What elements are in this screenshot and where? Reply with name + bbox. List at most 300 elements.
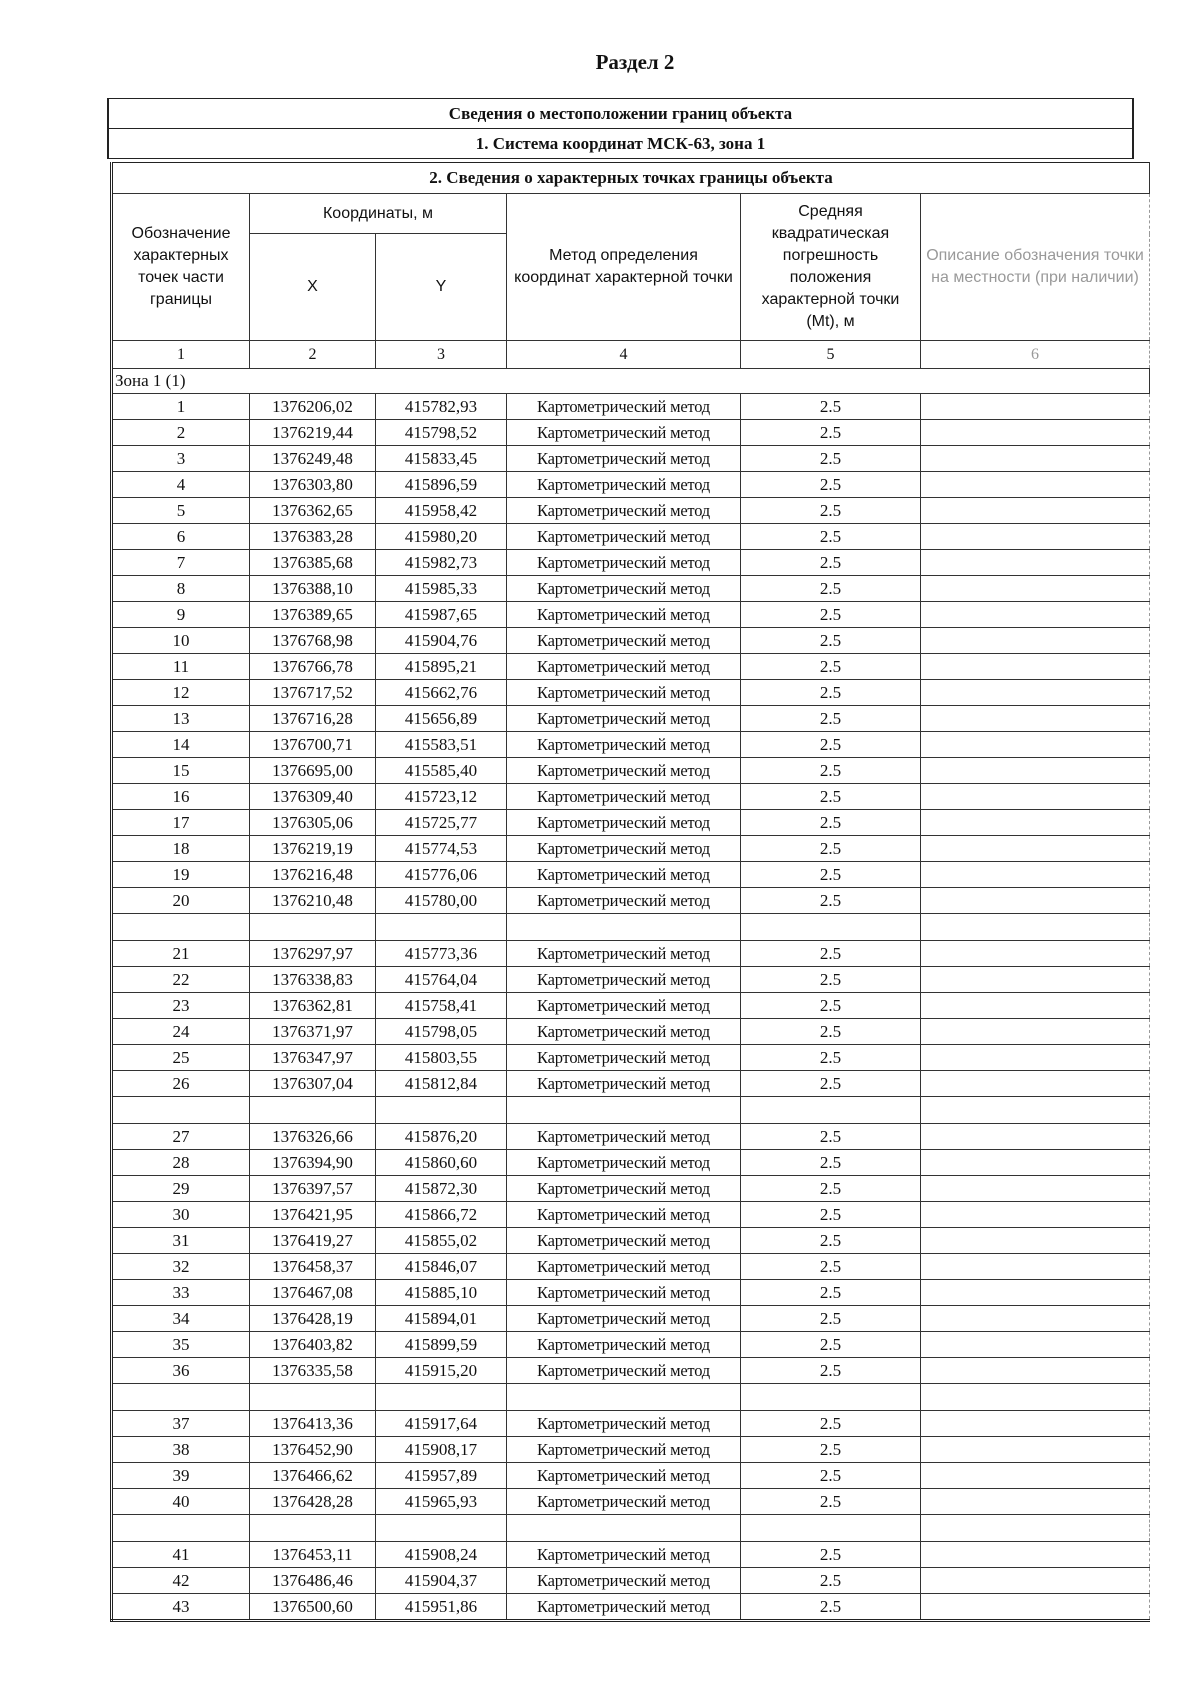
header-y: Y [376, 234, 507, 341]
x-coordinate-cell: 1376500,60 [250, 1594, 376, 1621]
description-cell [921, 1594, 1150, 1621]
x-coordinate-cell: 1376419,27 [250, 1228, 376, 1254]
location-heading: Сведения о местоположении границ объекта [109, 98, 1132, 128]
x-coordinate-cell: 1376309,40 [250, 784, 376, 810]
empty-cell [741, 1384, 921, 1411]
error-cell: 2.5 [741, 628, 921, 654]
description-cell [921, 993, 1150, 1019]
point-number-cell: 41 [112, 1542, 250, 1568]
method-cell: Картометрический метод [507, 1202, 741, 1228]
y-coordinate-cell: 415758,41 [376, 993, 507, 1019]
error-cell: 2.5 [741, 680, 921, 706]
method-cell: Картометрический метод [507, 1045, 741, 1071]
error-cell: 2.5 [741, 993, 921, 1019]
method-cell: Картометрический метод [507, 498, 741, 524]
method-cell: Картометрический метод [507, 1594, 741, 1621]
y-coordinate-cell: 415985,33 [376, 576, 507, 602]
description-cell [921, 1019, 1150, 1045]
point-number-cell: 43 [112, 1594, 250, 1621]
error-cell: 2.5 [741, 1228, 921, 1254]
method-cell: Картометрический метод [507, 394, 741, 420]
y-coordinate-cell: 415773,36 [376, 941, 507, 967]
method-cell: Картометрический метод [507, 654, 741, 680]
page-title: Раздел 2 [595, 50, 675, 74]
y-coordinate-cell: 415833,45 [376, 446, 507, 472]
method-cell: Картометрический метод [507, 680, 741, 706]
empty-cell [507, 1515, 741, 1542]
description-cell [921, 1202, 1150, 1228]
error-cell: 2.5 [741, 472, 921, 498]
error-cell: 2.5 [741, 1306, 921, 1332]
description-cell [921, 1358, 1150, 1384]
method-cell: Картометрический метод [507, 967, 741, 993]
error-cell: 2.5 [741, 1124, 921, 1150]
error-cell: 2.5 [741, 524, 921, 550]
method-cell: Картометрический метод [507, 1019, 741, 1045]
empty-cell [250, 914, 376, 941]
point-number-cell: 11 [112, 654, 250, 680]
empty-cell [376, 1097, 507, 1124]
y-coordinate-cell: 415965,93 [376, 1489, 507, 1515]
y-coordinate-cell: 415846,07 [376, 1254, 507, 1280]
x-coordinate-cell: 1376467,08 [250, 1280, 376, 1306]
error-cell: 2.5 [741, 1411, 921, 1437]
point-number-cell: 23 [112, 993, 250, 1019]
table-row [112, 862, 1150, 888]
column-number: 1 [112, 341, 250, 369]
header-point-designation: Обозначение характерных точек части границы [112, 194, 250, 341]
error-cell: 2.5 [741, 706, 921, 732]
points-table-body [112, 163, 1150, 1621]
x-coordinate-cell: 1376716,28 [250, 706, 376, 732]
method-cell: Картометрический метод [507, 602, 741, 628]
x-coordinate-cell: 1376362,65 [250, 498, 376, 524]
table-row [112, 1176, 1150, 1202]
method-cell: Картометрический метод [507, 1489, 741, 1515]
x-coordinate-cell: 1376305,06 [250, 810, 376, 836]
y-coordinate-cell: 415855,02 [376, 1228, 507, 1254]
empty-cell [112, 1515, 250, 1542]
point-number-cell: 25 [112, 1045, 250, 1071]
point-number-cell: 28 [112, 1150, 250, 1176]
error-cell: 2.5 [741, 836, 921, 862]
empty-cell [376, 1515, 507, 1542]
empty-cell [250, 1515, 376, 1542]
table-row [112, 1489, 1150, 1515]
location-header [107, 98, 1134, 159]
point-number-cell: 40 [112, 1489, 250, 1515]
table-row [112, 888, 1150, 914]
method-cell: Картометрический метод [507, 836, 741, 862]
description-cell [921, 1437, 1150, 1463]
error-cell: 2.5 [741, 1594, 921, 1621]
method-cell: Картометрический метод [507, 1306, 741, 1332]
method-cell: Картометрический метод [507, 1254, 741, 1280]
x-coordinate-cell: 1376717,52 [250, 680, 376, 706]
y-coordinate-cell: 415904,37 [376, 1568, 507, 1594]
point-number-cell: 4 [112, 472, 250, 498]
error-cell: 2.5 [741, 654, 921, 680]
error-cell: 2.5 [741, 498, 921, 524]
method-cell: Картометрический метод [507, 1280, 741, 1306]
y-coordinate-cell: 415987,65 [376, 602, 507, 628]
table-row [112, 1463, 1150, 1489]
point-number-cell: 5 [112, 498, 250, 524]
table-row [112, 1411, 1150, 1437]
method-cell: Картометрический метод [507, 524, 741, 550]
points-table [110, 162, 1150, 1622]
table-row [112, 524, 1150, 550]
x-coordinate-cell: 1376388,10 [250, 576, 376, 602]
column-number: 3 [376, 341, 507, 369]
x-coordinate-cell: 1376394,90 [250, 1150, 376, 1176]
error-cell: 2.5 [741, 394, 921, 420]
table-row [112, 1437, 1150, 1463]
error-cell: 2.5 [741, 576, 921, 602]
column-number: 2 [250, 341, 376, 369]
error-cell: 2.5 [741, 810, 921, 836]
x-coordinate-cell: 1376486,46 [250, 1568, 376, 1594]
table-row [112, 810, 1150, 836]
description-cell [921, 1463, 1150, 1489]
description-cell [921, 810, 1150, 836]
description-cell [921, 967, 1150, 993]
x-coordinate-cell: 1376766,78 [250, 654, 376, 680]
table-row [112, 706, 1150, 732]
description-cell [921, 1176, 1150, 1202]
y-coordinate-cell: 415860,60 [376, 1150, 507, 1176]
error-cell: 2.5 [741, 888, 921, 914]
description-cell [921, 732, 1150, 758]
y-coordinate-cell: 415958,42 [376, 498, 507, 524]
point-number-cell: 42 [112, 1568, 250, 1594]
table-row [112, 394, 1150, 420]
column-number-row [112, 341, 1150, 369]
table-row [112, 993, 1150, 1019]
description-cell [921, 1254, 1150, 1280]
x-coordinate-cell: 1376385,68 [250, 550, 376, 576]
method-cell: Картометрический метод [507, 472, 741, 498]
method-cell: Картометрический метод [507, 1176, 741, 1202]
point-number-cell: 15 [112, 758, 250, 784]
description-cell [921, 1332, 1150, 1358]
x-coordinate-cell: 1376335,58 [250, 1358, 376, 1384]
description-cell [921, 706, 1150, 732]
description-cell [921, 420, 1150, 446]
y-coordinate-cell: 415876,20 [376, 1124, 507, 1150]
y-coordinate-cell: 415904,76 [376, 628, 507, 654]
method-cell: Картометрический метод [507, 446, 741, 472]
description-cell [921, 1071, 1150, 1097]
point-number-cell: 13 [112, 706, 250, 732]
y-coordinate-cell: 415895,21 [376, 654, 507, 680]
empty-cell [250, 1384, 376, 1411]
point-number-cell: 9 [112, 602, 250, 628]
x-coordinate-cell: 1376695,00 [250, 758, 376, 784]
description-cell [921, 1124, 1150, 1150]
description-cell [921, 498, 1150, 524]
method-cell: Картометрический метод [507, 706, 741, 732]
description-cell [921, 888, 1150, 914]
method-cell: Картометрический метод [507, 1358, 741, 1384]
error-cell: 2.5 [741, 1254, 921, 1280]
description-cell [921, 1489, 1150, 1515]
table-row [112, 836, 1150, 862]
table-row [112, 1280, 1150, 1306]
y-coordinate-cell: 415583,51 [376, 732, 507, 758]
y-coordinate-cell: 415764,04 [376, 967, 507, 993]
description-cell [921, 628, 1150, 654]
column-number: 6 [921, 341, 1150, 369]
description-cell [921, 1280, 1150, 1306]
method-cell: Картометрический метод [507, 862, 741, 888]
x-coordinate-cell: 1376297,97 [250, 941, 376, 967]
table-row [112, 628, 1150, 654]
y-coordinate-cell: 415866,72 [376, 1202, 507, 1228]
error-cell: 2.5 [741, 1202, 921, 1228]
method-cell: Картометрический метод [507, 1568, 741, 1594]
description-cell [921, 1150, 1150, 1176]
point-number-cell: 16 [112, 784, 250, 810]
description-cell [921, 1306, 1150, 1332]
table-row [112, 1124, 1150, 1150]
x-coordinate-cell: 1376768,98 [250, 628, 376, 654]
empty-cell [921, 1515, 1150, 1542]
table-row [112, 1045, 1150, 1071]
x-coordinate-cell: 1376428,19 [250, 1306, 376, 1332]
x-coordinate-cell: 1376362,81 [250, 993, 376, 1019]
empty-cell [250, 1097, 376, 1124]
table-row [112, 680, 1150, 706]
description-cell [921, 1411, 1150, 1437]
description-cell [921, 784, 1150, 810]
empty-cell [112, 914, 250, 941]
separator-row [112, 1515, 1150, 1542]
x-coordinate-cell: 1376219,44 [250, 420, 376, 446]
error-cell: 2.5 [741, 1568, 921, 1594]
separator-row [112, 1384, 1150, 1411]
empty-cell [112, 1384, 250, 1411]
point-number-cell: 20 [112, 888, 250, 914]
coordinate-system-heading: 1. Система координат МСК-63, зона 1 [109, 128, 1132, 159]
point-number-cell: 14 [112, 732, 250, 758]
error-cell: 2.5 [741, 1071, 921, 1097]
x-coordinate-cell: 1376452,90 [250, 1437, 376, 1463]
y-coordinate-cell: 415915,20 [376, 1358, 507, 1384]
x-coordinate-cell: 1376338,83 [250, 967, 376, 993]
y-coordinate-cell: 415894,01 [376, 1306, 507, 1332]
description-cell [921, 472, 1150, 498]
point-number-cell: 29 [112, 1176, 250, 1202]
header-method: Метод определения координат характерной точки [507, 194, 741, 341]
error-cell: 2.5 [741, 784, 921, 810]
empty-cell [921, 1097, 1150, 1124]
description-cell [921, 1542, 1150, 1568]
table-row [112, 1306, 1150, 1332]
description-cell [921, 550, 1150, 576]
point-number-cell: 38 [112, 1437, 250, 1463]
method-cell: Картометрический метод [507, 732, 741, 758]
y-coordinate-cell: 415774,53 [376, 836, 507, 862]
error-cell: 2.5 [741, 420, 921, 446]
y-coordinate-cell: 415951,86 [376, 1594, 507, 1621]
x-coordinate-cell: 1376371,97 [250, 1019, 376, 1045]
point-number-cell: 32 [112, 1254, 250, 1280]
table-row [112, 576, 1150, 602]
empty-cell [741, 1515, 921, 1542]
method-cell: Картометрический метод [507, 1542, 741, 1568]
method-cell: Картометрический метод [507, 1150, 741, 1176]
x-coordinate-cell: 1376347,97 [250, 1045, 376, 1071]
table-row [112, 420, 1150, 446]
x-coordinate-cell: 1376206,02 [250, 394, 376, 420]
y-coordinate-cell: 415798,52 [376, 420, 507, 446]
point-number-cell: 24 [112, 1019, 250, 1045]
point-number-cell: 26 [112, 1071, 250, 1097]
error-cell: 2.5 [741, 1489, 921, 1515]
section-title-row [112, 163, 1150, 194]
x-coordinate-cell: 1376307,04 [250, 1071, 376, 1097]
x-coordinate-cell: 1376249,48 [250, 446, 376, 472]
table-row [112, 1202, 1150, 1228]
y-coordinate-cell: 415908,24 [376, 1542, 507, 1568]
column-number: 5 [741, 341, 921, 369]
description-cell [921, 758, 1150, 784]
point-number-cell: 3 [112, 446, 250, 472]
point-number-cell: 35 [112, 1332, 250, 1358]
zone-row [112, 369, 1150, 394]
header-row-top [112, 194, 1150, 234]
description-cell [921, 446, 1150, 472]
x-coordinate-cell: 1376403,82 [250, 1332, 376, 1358]
y-coordinate-cell: 415803,55 [376, 1045, 507, 1071]
y-coordinate-cell: 415957,89 [376, 1463, 507, 1489]
header-description: Описание обозначения точки на местности (при наличии) [921, 194, 1150, 341]
table-row [112, 941, 1150, 967]
point-number-cell: 36 [112, 1358, 250, 1384]
point-number-cell: 19 [112, 862, 250, 888]
y-coordinate-cell: 415798,05 [376, 1019, 507, 1045]
empty-cell [741, 914, 921, 941]
y-coordinate-cell: 415899,59 [376, 1332, 507, 1358]
error-cell: 2.5 [741, 446, 921, 472]
x-coordinate-cell: 1376389,65 [250, 602, 376, 628]
error-cell: 2.5 [741, 862, 921, 888]
point-number-cell: 17 [112, 810, 250, 836]
method-cell: Картометрический метод [507, 1463, 741, 1489]
x-coordinate-cell: 1376700,71 [250, 732, 376, 758]
table-row [112, 1594, 1150, 1621]
table-row [112, 1071, 1150, 1097]
point-number-cell: 10 [112, 628, 250, 654]
x-coordinate-cell: 1376383,28 [250, 524, 376, 550]
error-cell: 2.5 [741, 1176, 921, 1202]
x-coordinate-cell: 1376421,95 [250, 1202, 376, 1228]
table-row [112, 1568, 1150, 1594]
y-coordinate-cell: 415812,84 [376, 1071, 507, 1097]
y-coordinate-cell: 415872,30 [376, 1176, 507, 1202]
error-cell: 2.5 [741, 550, 921, 576]
table-row [112, 472, 1150, 498]
description-cell [921, 576, 1150, 602]
description-cell [921, 394, 1150, 420]
empty-cell [376, 914, 507, 941]
point-number-cell: 30 [112, 1202, 250, 1228]
y-coordinate-cell: 415980,20 [376, 524, 507, 550]
point-number-cell: 39 [112, 1463, 250, 1489]
point-number-cell: 21 [112, 941, 250, 967]
x-coordinate-cell: 1376413,36 [250, 1411, 376, 1437]
point-number-cell: 7 [112, 550, 250, 576]
description-cell [921, 524, 1150, 550]
x-coordinate-cell: 1376466,62 [250, 1463, 376, 1489]
section-title: 2. Сведения о характерных точках границы объекта [112, 163, 1150, 194]
empty-cell [921, 1384, 1150, 1411]
table-row [112, 550, 1150, 576]
point-number-cell: 22 [112, 967, 250, 993]
method-cell: Картометрический метод [507, 628, 741, 654]
error-cell: 2.5 [741, 758, 921, 784]
method-cell: Картометрический метод [507, 1332, 741, 1358]
error-cell: 2.5 [741, 967, 921, 993]
point-number-cell: 33 [112, 1280, 250, 1306]
y-coordinate-cell: 415723,12 [376, 784, 507, 810]
y-coordinate-cell: 415917,64 [376, 1411, 507, 1437]
header-x: X [250, 234, 376, 341]
x-coordinate-cell: 1376428,28 [250, 1489, 376, 1515]
y-coordinate-cell: 415662,76 [376, 680, 507, 706]
method-cell: Картометрический метод [507, 1411, 741, 1437]
empty-cell [921, 914, 1150, 941]
point-number-cell: 18 [112, 836, 250, 862]
table-row [112, 1019, 1150, 1045]
point-number-cell: 2 [112, 420, 250, 446]
error-cell: 2.5 [741, 941, 921, 967]
method-cell: Картометрический метод [507, 888, 741, 914]
description-cell [921, 862, 1150, 888]
y-coordinate-cell: 415585,40 [376, 758, 507, 784]
empty-cell [507, 914, 741, 941]
description-cell [921, 680, 1150, 706]
empty-cell [112, 1097, 250, 1124]
y-coordinate-cell: 415885,10 [376, 1280, 507, 1306]
y-coordinate-cell: 415725,77 [376, 810, 507, 836]
y-coordinate-cell: 415782,93 [376, 394, 507, 420]
header-error: Средняя квадратическая погрешность положения характерной точки (Mt), м [741, 194, 921, 341]
error-cell: 2.5 [741, 732, 921, 758]
method-cell: Картометрический метод [507, 993, 741, 1019]
y-coordinate-cell: 415656,89 [376, 706, 507, 732]
error-cell: 2.5 [741, 1045, 921, 1071]
description-cell [921, 1228, 1150, 1254]
point-number-cell: 6 [112, 524, 250, 550]
empty-cell [507, 1384, 741, 1411]
zone-label: Зона 1 (1) [112, 369, 1150, 394]
table-row [112, 1542, 1150, 1568]
separator-row [112, 914, 1150, 941]
method-cell: Картометрический метод [507, 810, 741, 836]
column-number: 4 [507, 341, 741, 369]
table-row [112, 654, 1150, 680]
method-cell: Картометрический метод [507, 576, 741, 602]
error-cell: 2.5 [741, 1019, 921, 1045]
table-row [112, 1254, 1150, 1280]
description-cell [921, 1045, 1150, 1071]
y-coordinate-cell: 415776,06 [376, 862, 507, 888]
error-cell: 2.5 [741, 1150, 921, 1176]
description-cell [921, 602, 1150, 628]
point-number-cell: 1 [112, 394, 250, 420]
